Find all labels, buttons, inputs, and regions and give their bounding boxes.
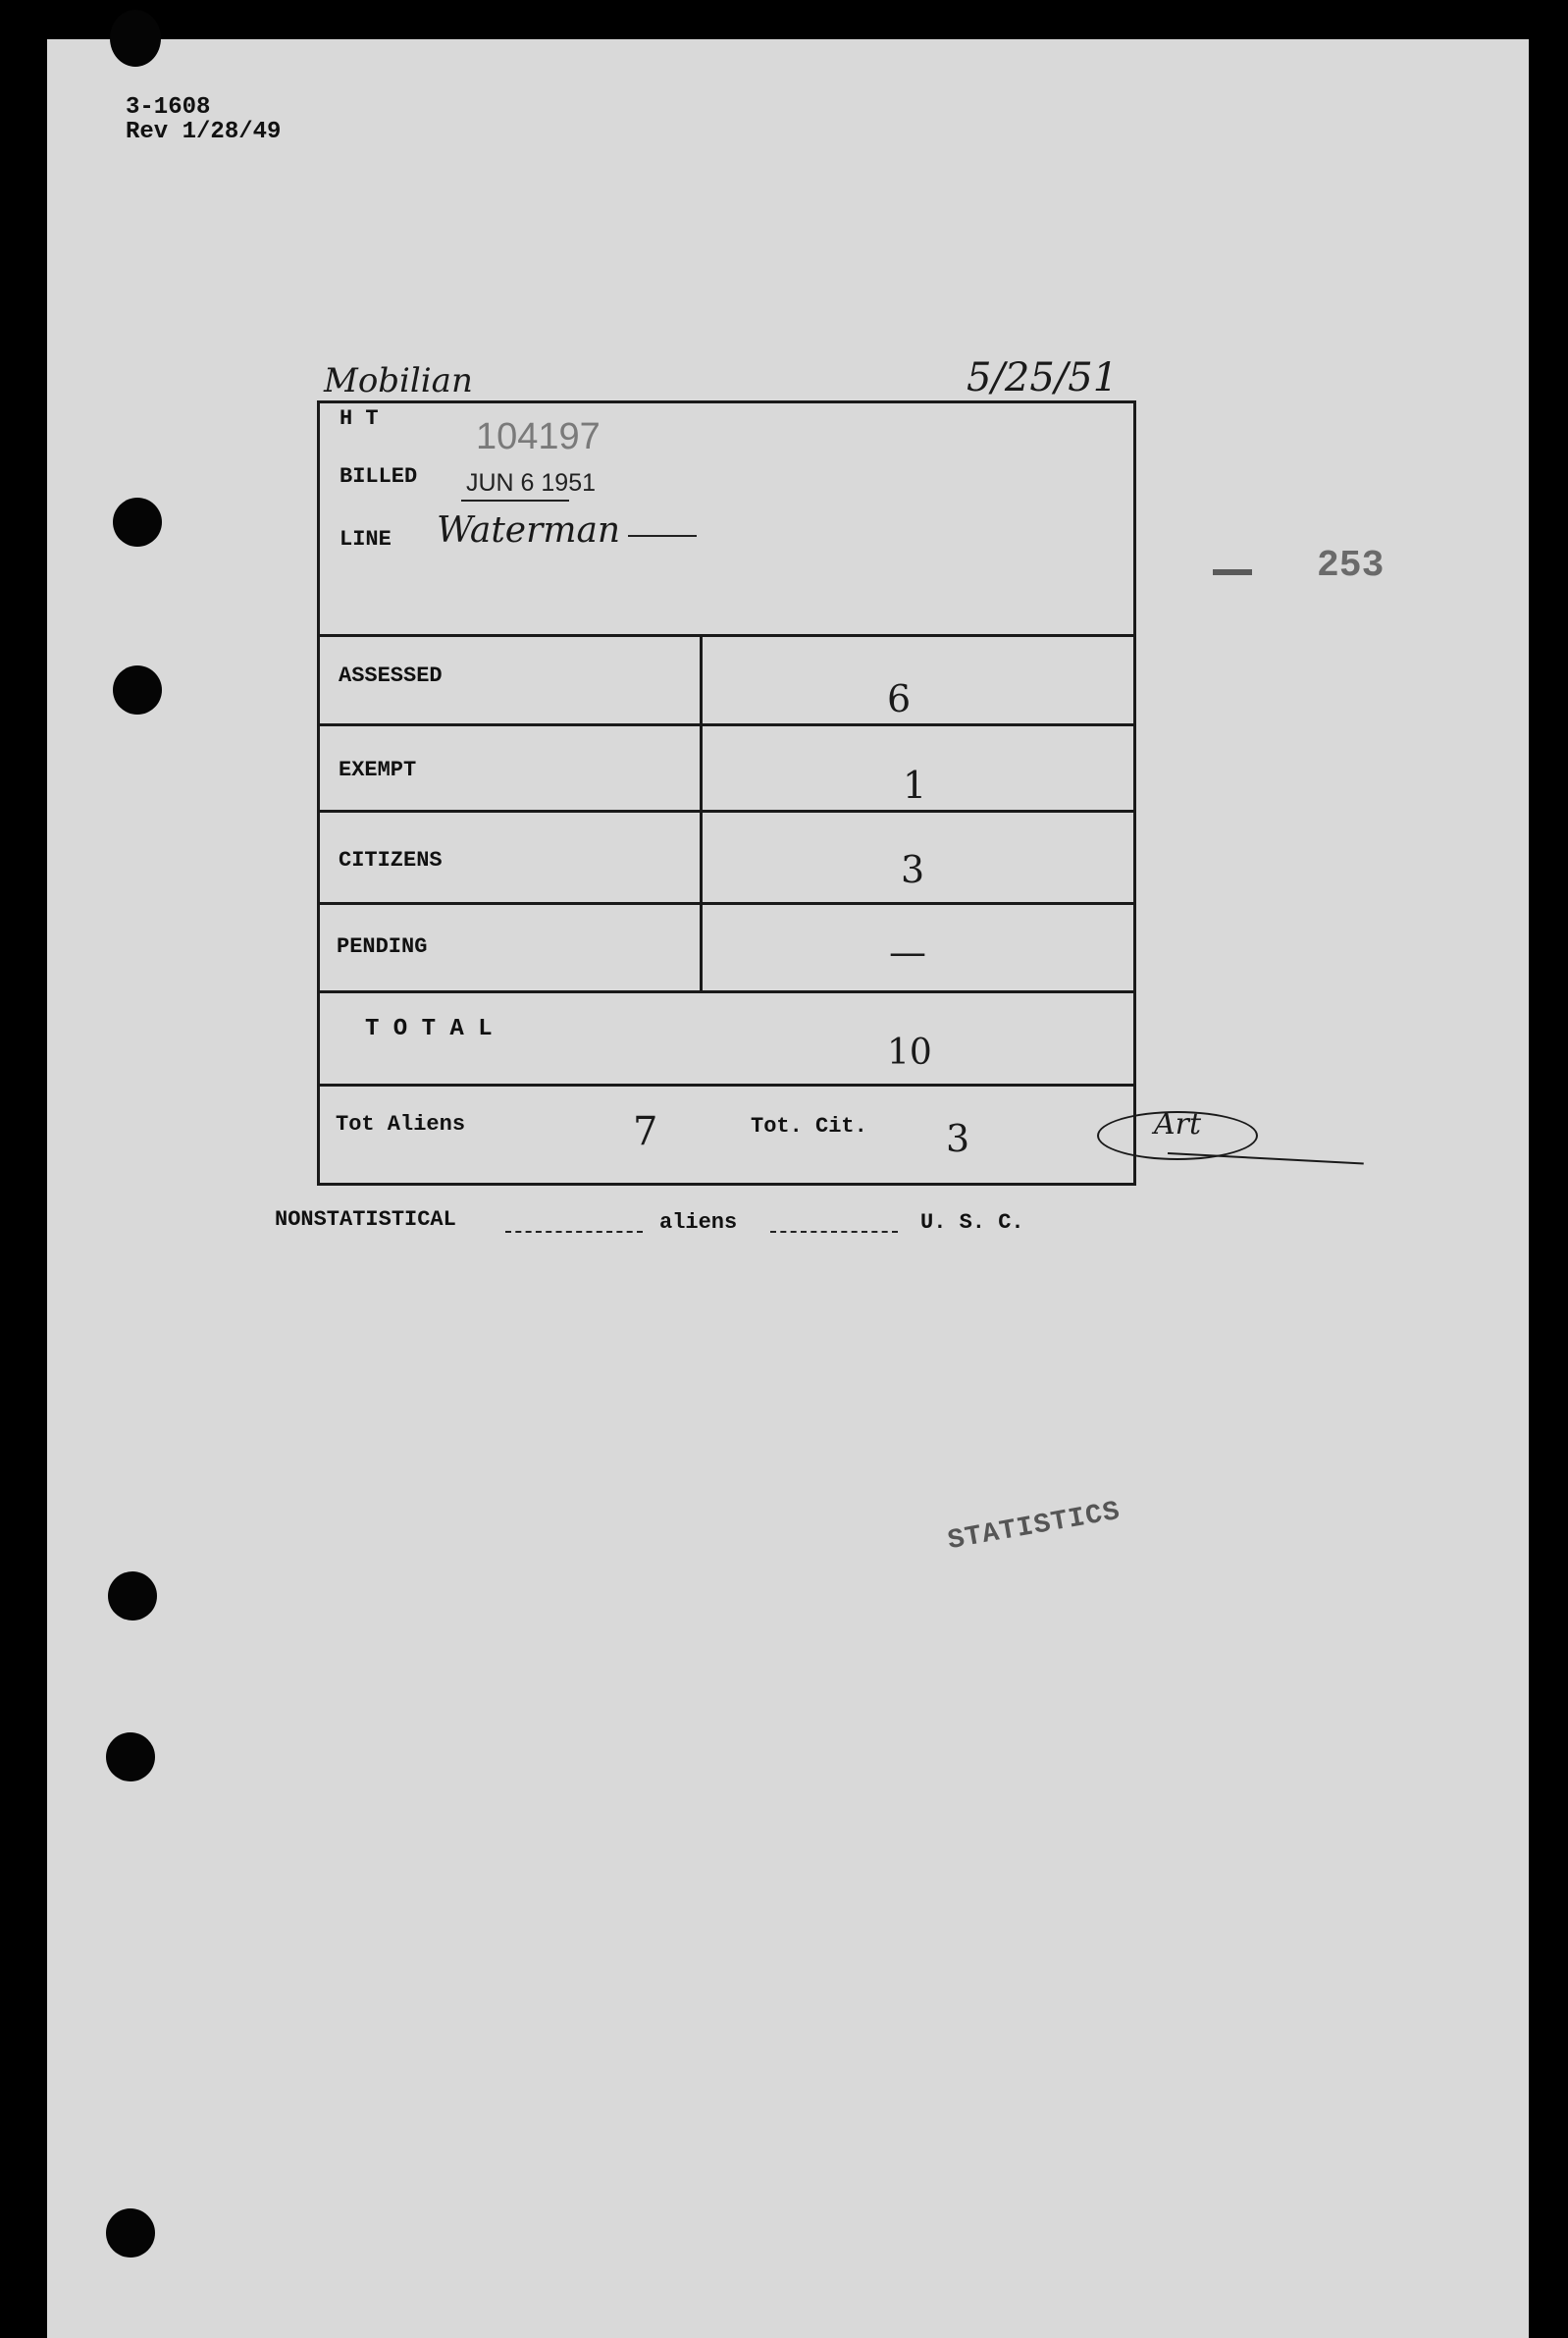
side-number: 253 xyxy=(1317,545,1385,587)
table-divider xyxy=(320,723,1134,726)
nonstat-blank xyxy=(505,1231,643,1233)
total-value: 10 xyxy=(887,1033,932,1073)
document-page xyxy=(47,39,1529,2338)
table-divider xyxy=(320,634,1134,637)
table-column-divider xyxy=(700,634,703,991)
billed-underline xyxy=(461,500,569,502)
punch-hole xyxy=(106,1732,155,1781)
total-label: T O T A L xyxy=(365,1016,493,1042)
aliens-label: aliens xyxy=(659,1210,738,1235)
tot-cit-value: 3 xyxy=(946,1117,970,1160)
tot-aliens-label: Tot Aliens xyxy=(336,1112,466,1137)
billed-date: JUN 6 1951 xyxy=(466,469,597,497)
table-divider xyxy=(320,902,1134,905)
assessed-value: 6 xyxy=(887,677,912,720)
inspector-initials: Art xyxy=(1154,1107,1202,1142)
line-label: LINE xyxy=(340,527,392,552)
punch-hole xyxy=(110,10,161,67)
line-name: Waterman xyxy=(437,510,621,551)
tot-cit-label: Tot. Cit. xyxy=(751,1114,867,1139)
punch-hole xyxy=(106,2208,155,2258)
exempt-label: EXEMPT xyxy=(339,758,417,782)
table-divider xyxy=(320,810,1134,813)
citizens-label: CITIZENS xyxy=(339,848,443,873)
arrival-date: 5/25/51 xyxy=(967,355,1119,400)
table-divider xyxy=(320,990,1134,993)
form-revision: Rev 1/28/49 xyxy=(126,119,282,145)
statistics-stamp: STATISTICS xyxy=(945,1496,1124,1558)
pending-label: PENDING xyxy=(337,934,428,959)
line-name-stroke xyxy=(628,535,697,537)
billed-label: BILLED xyxy=(340,464,418,489)
aliens-blank xyxy=(770,1231,898,1233)
ht-number: 104197 xyxy=(476,416,601,457)
nonstatistical-label: NONSTATISTICAL xyxy=(275,1207,456,1232)
citizens-value: 3 xyxy=(901,848,925,891)
assessed-label: ASSESSED xyxy=(339,664,443,688)
pending-value: — xyxy=(889,930,926,974)
punch-hole xyxy=(108,1571,157,1621)
vessel-name: Mobilian xyxy=(324,361,473,400)
table-divider xyxy=(320,1084,1134,1087)
side-mark xyxy=(1213,569,1252,575)
form-number: 3-1608 xyxy=(126,94,211,121)
exempt-value: 1 xyxy=(903,764,927,807)
punch-hole xyxy=(113,498,162,547)
tot-aliens-value: 7 xyxy=(633,1109,658,1154)
ht-label: H T xyxy=(340,406,379,431)
usc-label: U. S. C. xyxy=(920,1210,1024,1235)
punch-hole xyxy=(113,665,162,715)
